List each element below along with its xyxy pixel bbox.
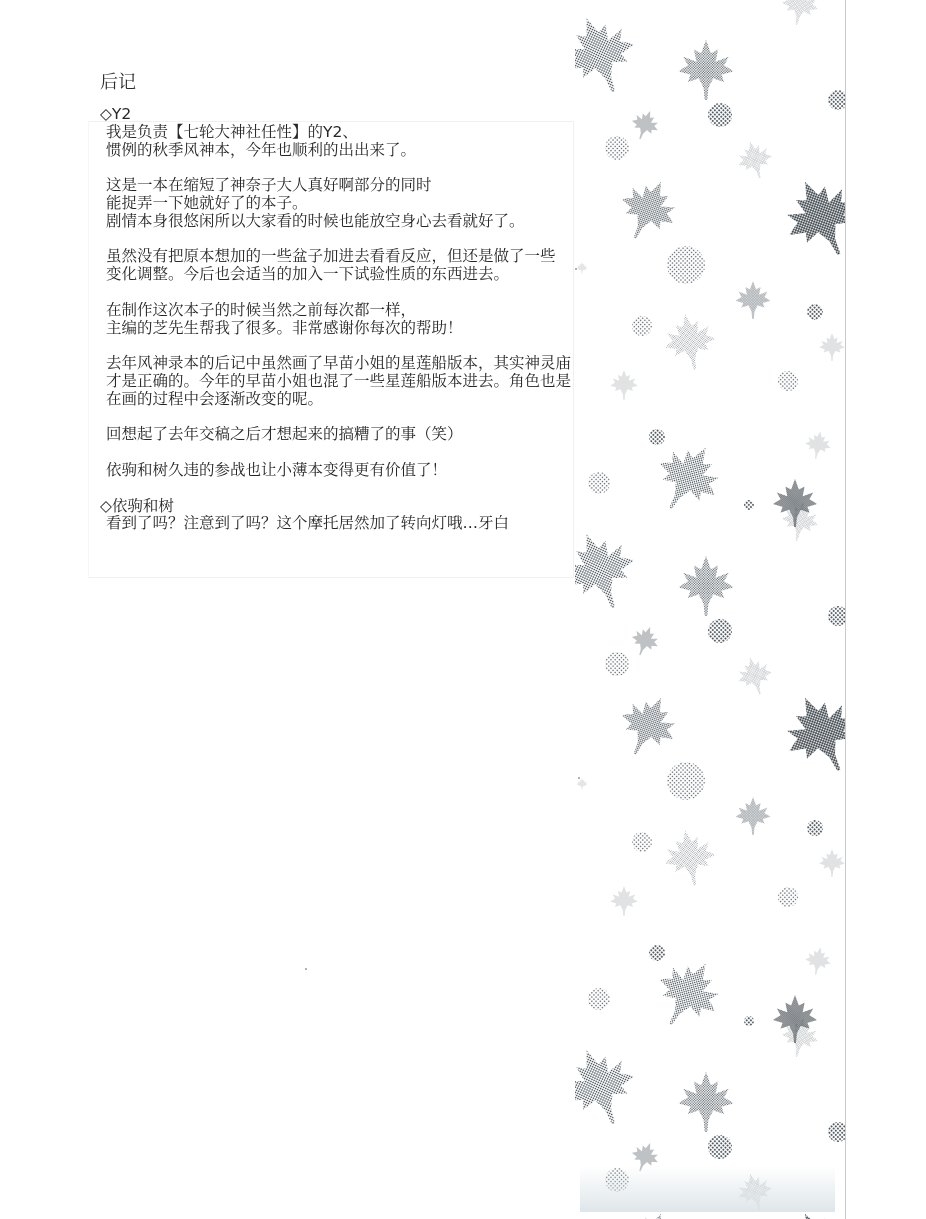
afterword-body bbox=[100, 106, 571, 533]
maple-leaf-icon bbox=[576, 778, 587, 790]
halftone-dot bbox=[605, 652, 629, 676]
maple-leaf-icon bbox=[803, 429, 833, 461]
halftone-dot bbox=[588, 988, 610, 1010]
paragraph bbox=[100, 302, 571, 338]
text-line: 虽然没有把原本想加的一些盆子加进去看看反应，但还是做了一些 bbox=[106, 247, 556, 266]
text-line: 去年风神录本的后记中虽然画了早苗小姐的星莲船版本，其实神灵庙 bbox=[106, 354, 572, 373]
halftone-dot bbox=[632, 832, 652, 852]
halftone-dot bbox=[744, 500, 754, 510]
text-line: 主编的芝先生帮我了很多。非常感谢你每次的帮助！ bbox=[106, 318, 463, 337]
maple-leaf-icon bbox=[610, 370, 638, 400]
maple-leaf-icon bbox=[575, 6, 647, 104]
maple-leaf-icon bbox=[660, 826, 720, 890]
maple-leaf-icon bbox=[575, 522, 647, 620]
page-edge-line bbox=[845, 0, 846, 1219]
halftone-dot bbox=[667, 762, 705, 800]
paragraph bbox=[100, 248, 571, 284]
paragraph bbox=[100, 124, 571, 160]
text-line: 依驹和树久违的参战也让小薄本变得更有价值了！ bbox=[106, 460, 448, 479]
maple-leaf-icon bbox=[778, 0, 821, 28]
halftone-dot bbox=[778, 371, 798, 391]
scan-speck bbox=[578, 777, 580, 779]
text-line: 回想起了去年交稿之后才想起来的搞糟了的事（笑） bbox=[106, 425, 463, 444]
maple-leaf-icon bbox=[678, 40, 733, 100]
text-line: 看到了吗？注意到了吗？这个摩托居然加了转向灯哦…牙白 bbox=[106, 514, 510, 533]
maple-leaf-icon bbox=[819, 333, 845, 361]
halftone-dot bbox=[649, 945, 665, 961]
paragraph bbox=[100, 177, 571, 230]
halftone-dot bbox=[744, 1016, 754, 1026]
maple-leaf-icon bbox=[772, 166, 846, 270]
maple-leaf-icon bbox=[736, 797, 771, 835]
section-yikoma-kazuki bbox=[100, 498, 571, 534]
text-line: 这是一本在缩短了神奈子大人真好啊部分的同时 bbox=[106, 176, 432, 195]
maple-leaf-icon bbox=[610, 886, 638, 916]
halftone-dot bbox=[649, 429, 665, 445]
halftone-dot bbox=[778, 887, 798, 907]
text-line: 能捉弄一下她就好了的本子。 bbox=[106, 193, 308, 212]
text-line: 惯例的秋季风神本，今年也顺利的出出来了。 bbox=[106, 140, 417, 159]
maple-leaf-icon bbox=[627, 106, 663, 144]
maple-leaf-icon bbox=[819, 849, 845, 877]
maple-leaf-icon bbox=[609, 686, 687, 766]
section-header: ◇依驹和树 bbox=[100, 496, 174, 515]
halftone-dot bbox=[588, 472, 610, 494]
text-line: 变化调整。今后也会适当的加入一下试验性质的东西进去。 bbox=[106, 265, 510, 284]
paragraph bbox=[100, 426, 571, 444]
maple-leaf-icon bbox=[733, 137, 777, 183]
paragraph bbox=[100, 355, 571, 408]
maple-leaf-icon bbox=[803, 945, 833, 977]
text-line: 剧情本身很悠闲所以大家看的时候也能放空身心去看就好了。 bbox=[106, 211, 525, 230]
paragraph bbox=[100, 462, 571, 480]
halftone-dot bbox=[807, 304, 823, 320]
halftone-dot bbox=[708, 1135, 732, 1159]
maple-leaf-decoration bbox=[575, 0, 846, 1219]
maple-leaf-icon bbox=[660, 310, 720, 374]
maple-leaf-icon bbox=[609, 170, 687, 250]
section-header: ◇Y2 bbox=[100, 105, 132, 123]
maple-leaf-icon bbox=[627, 622, 663, 660]
halftone-dot bbox=[667, 246, 705, 284]
maple-leaf-icon bbox=[643, 948, 734, 1041]
afterword-title: 后记 bbox=[100, 72, 136, 93]
halftone-dot bbox=[708, 103, 732, 127]
scan-speck bbox=[575, 268, 577, 270]
halftone-dot bbox=[632, 316, 652, 336]
halftone-dot bbox=[828, 90, 846, 110]
maple-leaf-icon bbox=[576, 262, 587, 274]
section-y2 bbox=[100, 106, 571, 480]
halftone-dot bbox=[605, 136, 629, 160]
maple-leaf-icon bbox=[772, 682, 846, 786]
halftone-dot bbox=[828, 606, 846, 626]
text-line: 在画的过程中会逐渐改变的呢。 bbox=[106, 389, 324, 408]
maple-leaf-icon bbox=[736, 281, 771, 319]
maple-leaf-icon bbox=[575, 1038, 647, 1136]
bottom-color-wash bbox=[580, 1166, 835, 1212]
maple-leaf-icon bbox=[733, 653, 777, 699]
halftone-dot bbox=[807, 820, 823, 836]
text-line: 才是正确的。今年的早苗小姐也混了一些星莲船版本进去。角色也是 bbox=[106, 371, 572, 390]
text-line: 在制作这次本子的时候当然之前每次都一样， bbox=[106, 300, 417, 319]
scan-speck bbox=[305, 968, 307, 970]
maple-leaf-icon bbox=[678, 1072, 733, 1132]
maple-leaf-icon bbox=[678, 556, 733, 616]
paragraph bbox=[100, 515, 571, 533]
halftone-dot bbox=[708, 619, 732, 643]
maple-leaf-icon bbox=[643, 432, 734, 525]
text-line: 我是负责【七轮大神社任性】的Y2、 bbox=[106, 122, 358, 141]
halftone-dot bbox=[828, 1122, 846, 1142]
